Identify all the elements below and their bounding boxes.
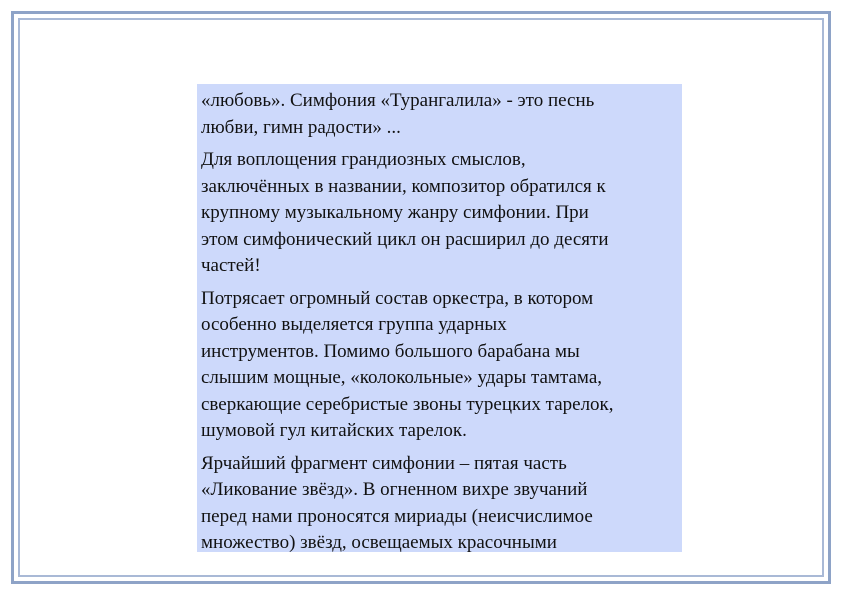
text-line: Для воплощения грандиозных смыслов, [201,149,526,170]
text-line: сверкающие серебристые звоны турецких тарелок, [201,393,614,415]
paragraph-1 [201,88,678,141]
text-line: «любовь». Симфония «Турангалила» - это песнь [201,90,595,111]
text-line: слышим мощные, «колокольные» удары тамтама, [201,367,603,388]
text-line: Потрясает огромный состав оркестра, в котором [201,287,594,309]
text-line: частей! [201,255,261,276]
text-line: Ярчайший фрагмент симфонии – пятая часть [201,452,567,474]
text-box [197,84,682,552]
paragraph-4 [201,451,678,553]
text-line: этом симфонический цикл он расширил до десяти [201,228,609,250]
paragraph-2 [201,147,678,280]
text-line: инструментов. Помимо большого барабана мы [201,340,580,362]
text-line: особенно выделяется группа ударных [201,314,507,335]
text-line: крупному музыкальному жанру симфонии. При [201,202,589,223]
text-line: шумовой гул китайских тарелок. [201,420,467,441]
text-line: заключённых в названии, композитор обратился к [201,175,606,197]
text-line: множество) звёзд, освещаемых красочными [201,532,557,552]
text-line: любви, гимн радости» ... [201,116,401,138]
text-line: перед нами проносятся мириады (неисчислимое [201,505,593,527]
paragraph-3 [201,286,678,445]
text-line: «Ликование звёзд». В огненном вихре звучаний [201,479,588,500]
